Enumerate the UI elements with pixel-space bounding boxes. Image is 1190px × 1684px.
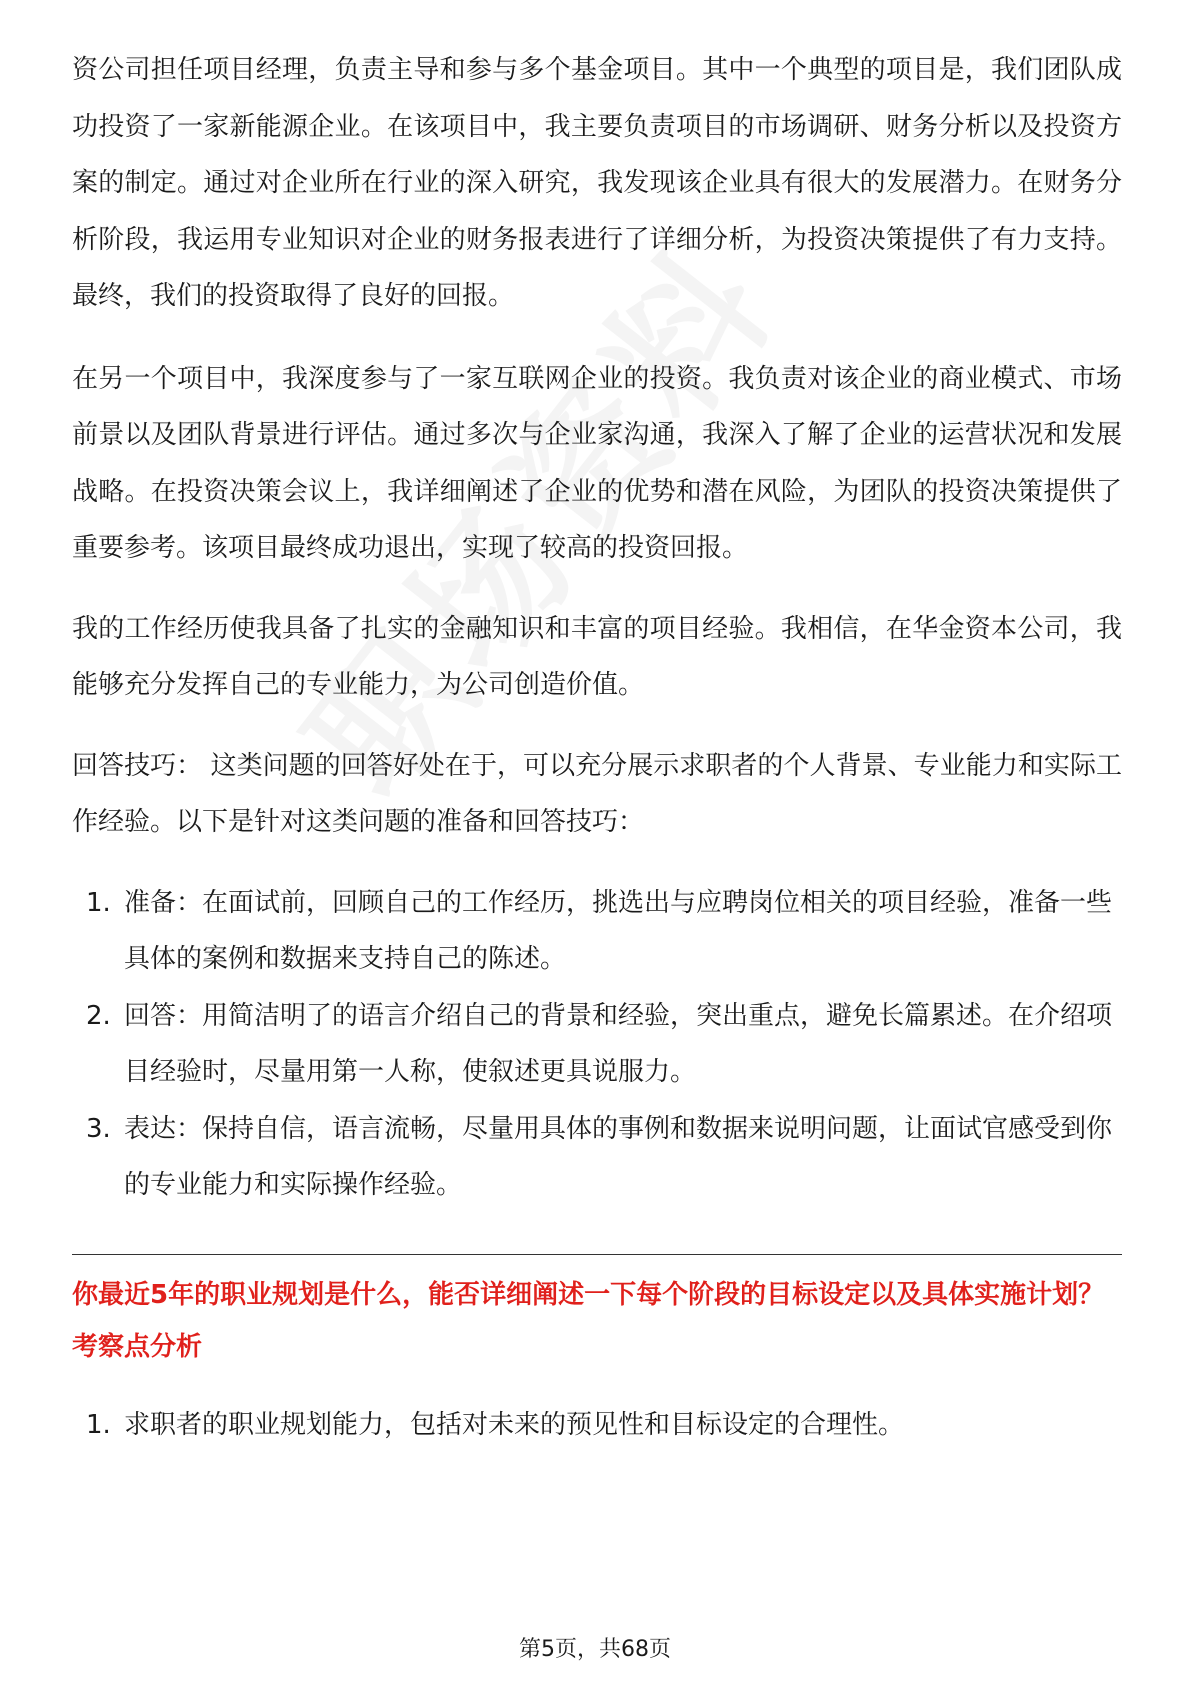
list-number: 3. (86, 1113, 111, 1144)
paragraph-tips-intro: 回答技巧： 这类问题的回答好处在于，可以充分展示求职者的个人背景、专业能力和实际工作经验。以下是针对这类问题的准备和回答技巧： (72, 750, 1122, 837)
list-item-text: 求职者的职业规划能力，包括对未来的预见性和目标设定的合理性。 (124, 1409, 905, 1440)
paragraph-1: 资公司担任项目经理，负责主导和参与多个基金项目。其中一个典型的项目是，我们团队成功投资了一家新能源企业。在该项目中，我主要负责项目的市场调研、财务分析以及投资方案的制定。通过对企业所在行业的深入研究，我发现该企业具有很大的发展潜力。在财务分析阶段，我运用专业知识对企业的财务报表进行了详细分析，为投资决策提供了有力支持。最终，我们的投资取得了良好的回报。 (72, 55, 1122, 311)
list-number: 2. (86, 1000, 111, 1031)
list-item (72, 1397, 1122, 1454)
paragraph-2: 在另一个项目中，我深度参与了一家互联网企业的投资。我负责对该企业的商业模式、市场前景以及团队背景进行评估。通过多次与企业家沟通，我深入了解了企业的运营状况和发展战略。在投资决策会议上，我详细阐述了企业的优势和潜在风险，为团队的投资决策提供了重要参考。该项目最终成功退出，实现了较高的投资回报。 (72, 363, 1122, 563)
list-number: 1. (86, 887, 111, 918)
interview-question: 你最近5年的职业规划是什么，能否详细阐述一下每个阶段的目标设定以及具体实施计划？ (72, 1279, 1105, 1310)
analysis-heading: 考察点分析 (72, 1331, 203, 1362)
list-item (72, 988, 1122, 1101)
list-number: 1. (86, 1409, 111, 1440)
section-divider (72, 1254, 1122, 1255)
paragraph-3: 我的工作经历使我具备了扎实的金融知识和丰富的项目经验。我相信，在华金资本公司，我能够充分发挥自己的专业能力，为公司创造价值。 (72, 613, 1122, 700)
list-item (72, 875, 1122, 988)
list-item-text: 准备：在面试前，回顾自己的工作经历，挑选出与应聘岗位相关的项目经验，准备一些具体的案例和数据来支持自己的陈述。 (124, 887, 1113, 974)
list-item-text: 回答：用简洁明了的语言介绍自己的背景和经验，突出重点，避免长篇累述。在介绍项目经验时，尽量用第一人称，使叙述更具说服力。 (124, 1000, 1113, 1087)
analysis-list (72, 1397, 1122, 1454)
list-item-text: 表达：保持自信，语言流畅，尽量用具体的事例和数据来说明问题，让面试官感受到你的专业能力和实际操作经验。 (124, 1113, 1113, 1200)
document-page (72, 42, 1122, 1453)
page-footer: 第5页，共68页 (519, 1637, 671, 1662)
tips-list (72, 875, 1122, 1214)
list-item (72, 1101, 1122, 1214)
